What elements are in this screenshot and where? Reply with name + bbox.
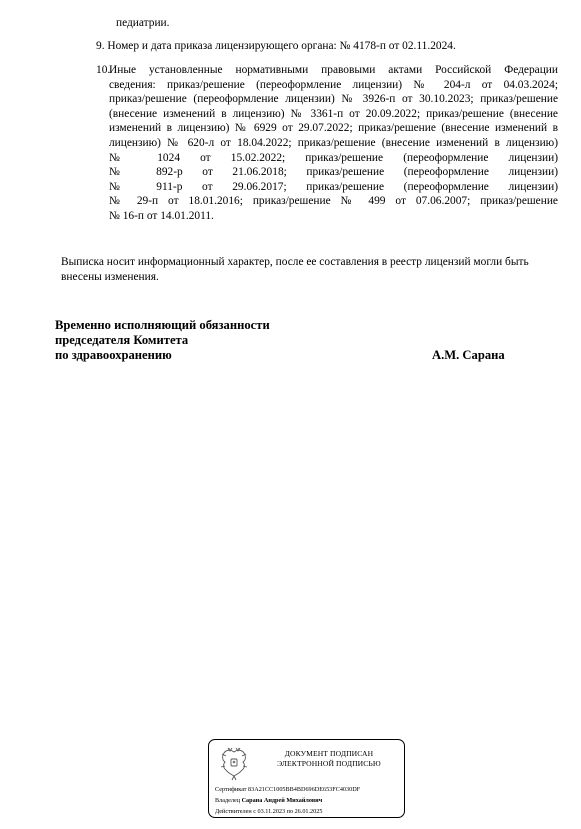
electronic-signature-stamp [208, 739, 405, 818]
text-line: лицензию) № 620-л от 18.04.2022; приказ/решение (внесение изменений в лицензию) [109, 136, 558, 149]
signatory-name: А.М. Сарана [432, 348, 505, 362]
signatory-title [55, 318, 270, 363]
text-line: приказ/решение (переоформление лицензии) № 3926-п от 30.10.2023; приказ/решение [109, 93, 558, 106]
disclaimer-note [61, 255, 556, 285]
owner-value: Сарана Андрей Михайлович [241, 797, 323, 804]
stamp-certificate-row [215, 786, 360, 794]
continuation-text: педиатрии. [116, 17, 170, 29]
signatory-line: Временно исполняющий обязанности [55, 318, 270, 332]
text-line: № 1024 от 15.02.2022; приказ/решение (переоформление лицензии) [109, 151, 558, 164]
owner-label: Владелец [215, 797, 241, 804]
certificate-value: 83A21CC1005BB4BD696DE653FC4030DF [248, 786, 361, 793]
signatory-line: по здравоохранению [55, 348, 172, 362]
text-line: сведения: приказ/решение (переоформление лицензии) № 204-л от 04.03.2024; [109, 78, 558, 91]
text-line: № 911-р от 29.06.2017; приказ/решение (переоформление лицензии) [109, 180, 558, 193]
stamp-header [259, 749, 399, 769]
certificate-label: Сертификат [215, 786, 247, 793]
validity-value: с 03.11.2023 по 26.01.2025 [253, 808, 323, 815]
text-line: (внесение изменений в лицензию) № 3361-п от 20.09.2022; приказ/решение (внесение [109, 107, 558, 120]
text-line: № 16-п от 14.01.2011. [109, 209, 214, 222]
text-line: № 892-р от 21.06.2018; приказ/решение (переоформление лицензии) [109, 166, 558, 179]
list-item-10 [96, 63, 558, 224]
coat-of-arms-icon [218, 746, 250, 782]
stamp-header-line: ДОКУМЕНТ ПОДПИСАН [284, 749, 374, 758]
validity-label: Действителен [215, 808, 252, 815]
text-line: изменений в лицензию) № 6929 от 29.07.2022; приказ/решение (внесение изменений в [109, 122, 558, 135]
stamp-validity-row [215, 808, 322, 816]
list-item-body [109, 63, 558, 224]
text-line: № 29-п от 18.01.2016; приказ/решение № 499 от 07.06.2007; приказ/решение [109, 195, 558, 208]
note-line: внесены изменения. [61, 271, 159, 283]
note-line: Выписка носит информационный характер, после ее составления в реестр лицензий могли быть [61, 256, 529, 268]
list-item-number: 10. [96, 64, 111, 76]
stamp-owner-row [215, 797, 322, 805]
list-item-9: 9. Номер и дата приказа лицензирующего органа: № 4178-п от 02.11.2024. [96, 40, 456, 52]
text-line: Иные установленные нормативными правовыми актами Российской Федерации [109, 64, 558, 76]
stamp-header-line: ЭЛЕКТРОННОЙ ПОДПИСЬЮ [277, 759, 381, 768]
signatory-line: председателя Комитета [55, 333, 189, 347]
